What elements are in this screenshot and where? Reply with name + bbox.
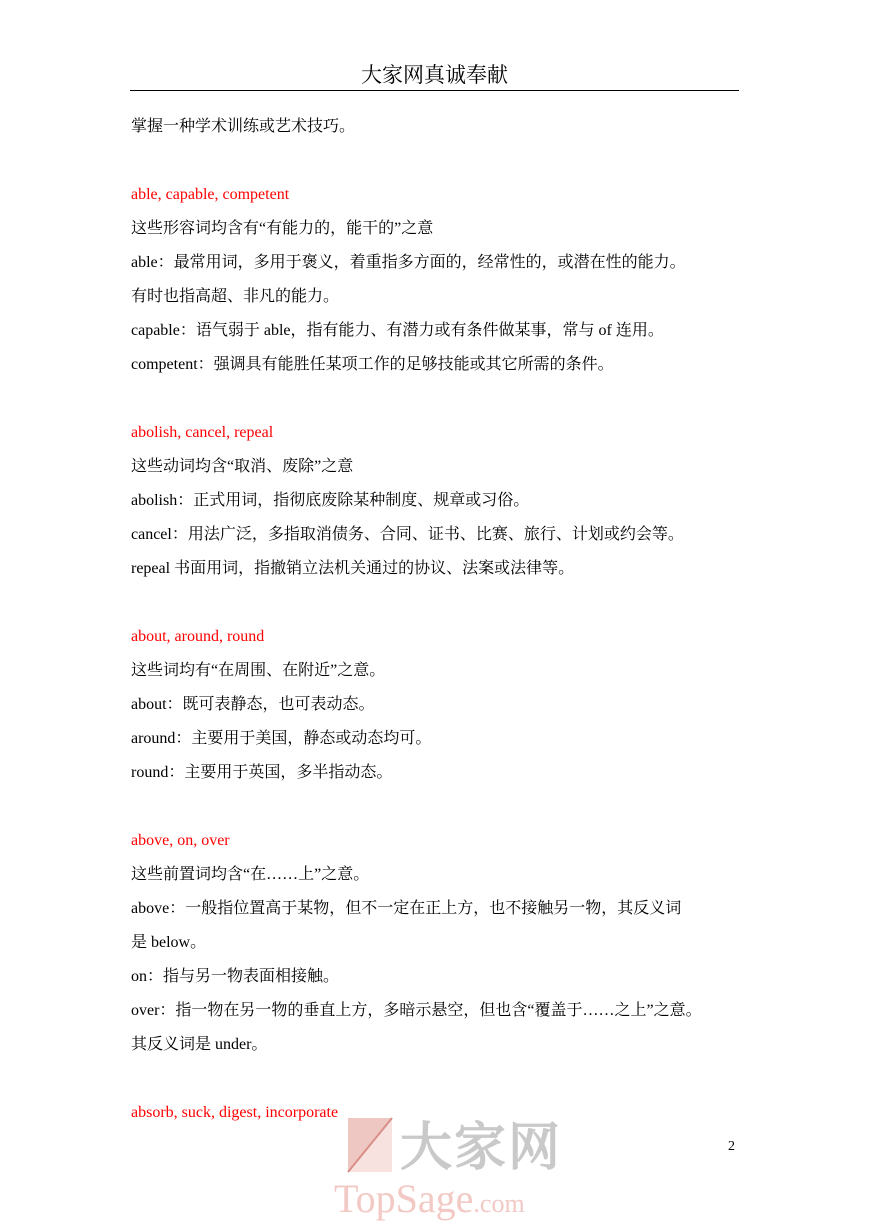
page-number: 2 bbox=[728, 1139, 735, 1154]
watermark-en-suffix: .com bbox=[473, 1189, 525, 1218]
intro-line: 掌握一种学术训练或艺术技巧。 bbox=[131, 118, 356, 135]
entry-line: 有时也指高超、非凡的能力。 bbox=[131, 288, 340, 305]
entry-term: above, on, over bbox=[131, 832, 230, 849]
entry-line: abolish：正式用词，指彻底废除某种制度、规章或习俗。 bbox=[131, 492, 530, 509]
paragraph-spacer bbox=[131, 144, 741, 178]
watermark-logo-icon bbox=[330, 1110, 400, 1180]
entry-term: absorb, suck, digest, incorporate bbox=[131, 1104, 339, 1121]
watermark-cn-text: 大家网 bbox=[400, 1118, 563, 1178]
entry-line: 这些形容词均含有“有能力的，能干的”之意 bbox=[131, 220, 434, 237]
entry-line: repeal 书面用词，指撤销立法机关通过的协议、法案或法律等。 bbox=[131, 560, 575, 577]
header-rule bbox=[130, 90, 739, 91]
watermark-en-text bbox=[334, 1176, 525, 1227]
paragraph-spacer bbox=[131, 586, 741, 620]
entry-term: about, around, round bbox=[131, 628, 265, 645]
entry-line: competent：强调具有能胜任某项工作的足够技能或其它所需的条件。 bbox=[131, 356, 614, 373]
entry-term: able, capable, competent bbox=[131, 186, 290, 203]
paragraph-spacer bbox=[131, 1062, 741, 1096]
entry-line: about：既可表静态，也可表动态。 bbox=[131, 696, 375, 713]
watermark bbox=[330, 1110, 570, 1228]
entry-line: cancel：用法广泛，多指取消债务、合同、证书、比赛、旅行、计划或约会等。 bbox=[131, 526, 684, 543]
entry-term: abolish, cancel, repeal bbox=[131, 424, 274, 441]
entry-line: capable：语气弱于 able，指有能力、有潜力或有条件做某事，常与 of 连用。 bbox=[131, 322, 664, 339]
entry-line: over：指一物在另一物的垂直上方，多暗示悬空，但也含“覆盖于……之上”之意。 bbox=[131, 1002, 702, 1019]
entry-line: 其反义词是 under。 bbox=[131, 1036, 268, 1053]
entry-line: round：主要用于英国，多半指动态。 bbox=[131, 764, 393, 781]
entry-line: around：主要用于美国，静态或动态均可。 bbox=[131, 730, 432, 747]
watermark-en-main: TopSage bbox=[334, 1176, 474, 1221]
paragraph-spacer bbox=[131, 790, 741, 824]
entry-line: able：最常用词，多用于褒义，着重指多方面的，经常性的，或潜在性的能力。 bbox=[131, 254, 686, 271]
entry-line: 这些词均有“在周围、在附近”之意。 bbox=[131, 662, 386, 679]
entry-line: 是 below。 bbox=[131, 934, 207, 951]
entry-line: 这些动词均含“取消、废除”之意 bbox=[131, 458, 354, 475]
entry-line: on：指与另一物表面相接触。 bbox=[131, 968, 340, 985]
entry-line: above：一般指位置高于某物，但不一定在正上方，也不接触另一物，其反义词 bbox=[131, 900, 682, 917]
paragraph-spacer bbox=[131, 382, 741, 416]
document-body bbox=[131, 110, 741, 1130]
entry-line: 这些前置词均含“在……上”之意。 bbox=[131, 866, 370, 883]
page-header-title: 大家网真诚奉献 bbox=[361, 63, 508, 87]
